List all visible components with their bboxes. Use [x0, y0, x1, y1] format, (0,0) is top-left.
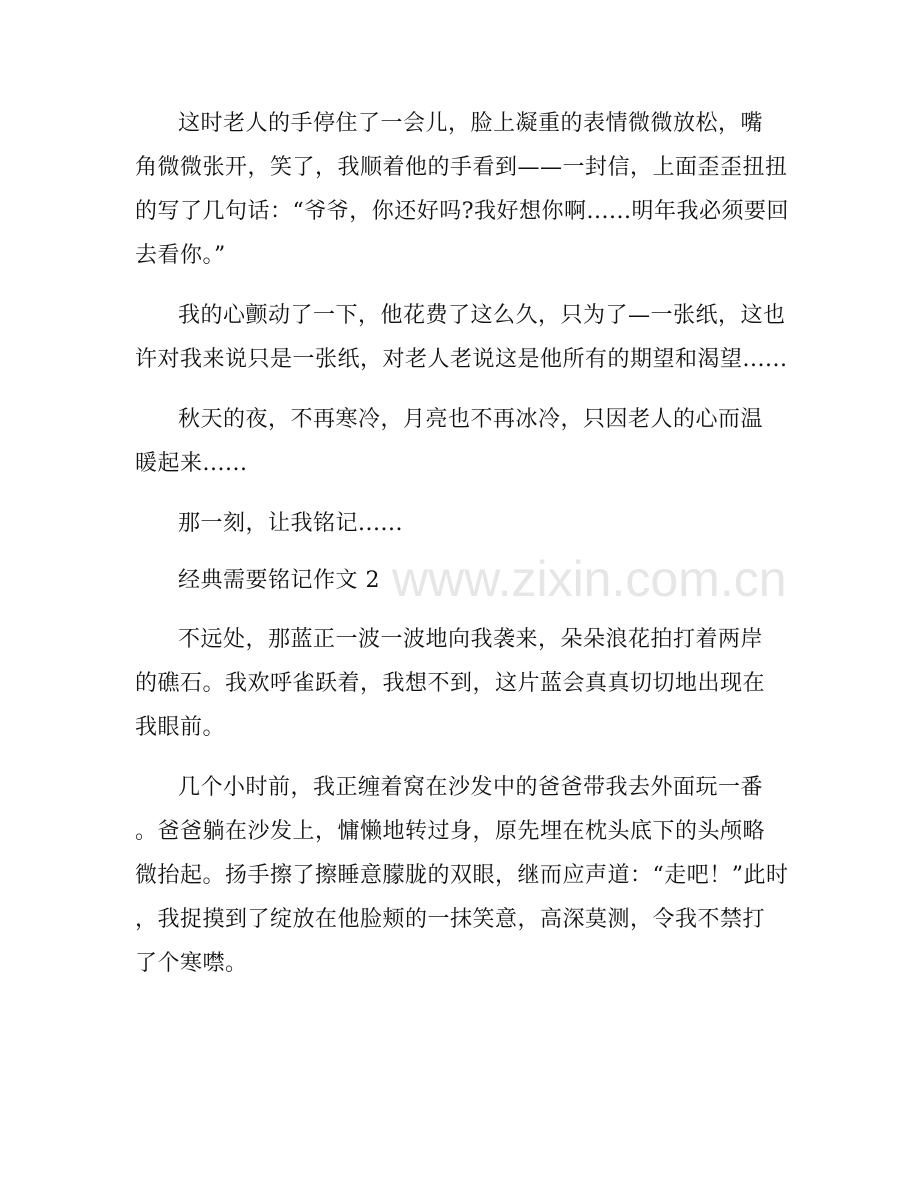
text-line: 许对我来说只是一张纸，对老人老说这是他所有的期望和渴望...... — [135, 347, 788, 372]
text-line: 的写了几句话：“爷爷，你还好吗?我好想你啊......明年我必须要回 — [135, 199, 790, 224]
text-line: 暖起来...... — [135, 451, 248, 476]
text-line: 了个寒噤。 — [135, 951, 248, 976]
section-heading: 经典需要铭记作文 2 — [178, 568, 380, 593]
watermark: www.zixin.com.cn — [392, 551, 787, 607]
text-line: 角微微张开，笑了，我顺着他的手看到——一封信，上面歪歪扭扭 — [135, 155, 788, 180]
text-line: ，我捉摸到了绽放在他脸颊的一抹笑意，高深莫测，令我不禁打 — [135, 907, 766, 932]
text-line: 去看你。” — [135, 243, 226, 268]
text-line: 微抬起。扬手擦了擦睡意朦胧的双眼，继而应声道：“走吧！”此时 — [135, 863, 789, 888]
text-line: 。爸爸躺在沙发上，慵懒地转过身，原先埋在枕头底下的头颅略 — [135, 819, 766, 844]
text-line: 的礁石。我欢呼雀跃着，我想不到，这片蓝会真真切切地出现在 — [135, 671, 766, 696]
text-line: 秋天的夜，不再寒冷，月亮也不再冰冷，只因老人的心而温 — [178, 407, 764, 432]
text-line: 我眼前。 — [135, 715, 226, 740]
text-line: 那一刻，让我铭记...... — [178, 511, 403, 536]
text-line: 我的心颤动了一下，他花费了这么久，只为了—一张纸，这也 — [178, 303, 786, 328]
text-line: 这时老人的手停住了一会儿，脸上凝重的表情微微放松，嘴 — [178, 111, 764, 136]
text-line: 几个小时前，我正缠着窝在沙发中的爸爸带我去外面玩一番 — [178, 775, 764, 800]
text-line: 不远处，那蓝正一波一波地向我袭来，朵朵浪花拍打着两岸 — [178, 627, 764, 652]
